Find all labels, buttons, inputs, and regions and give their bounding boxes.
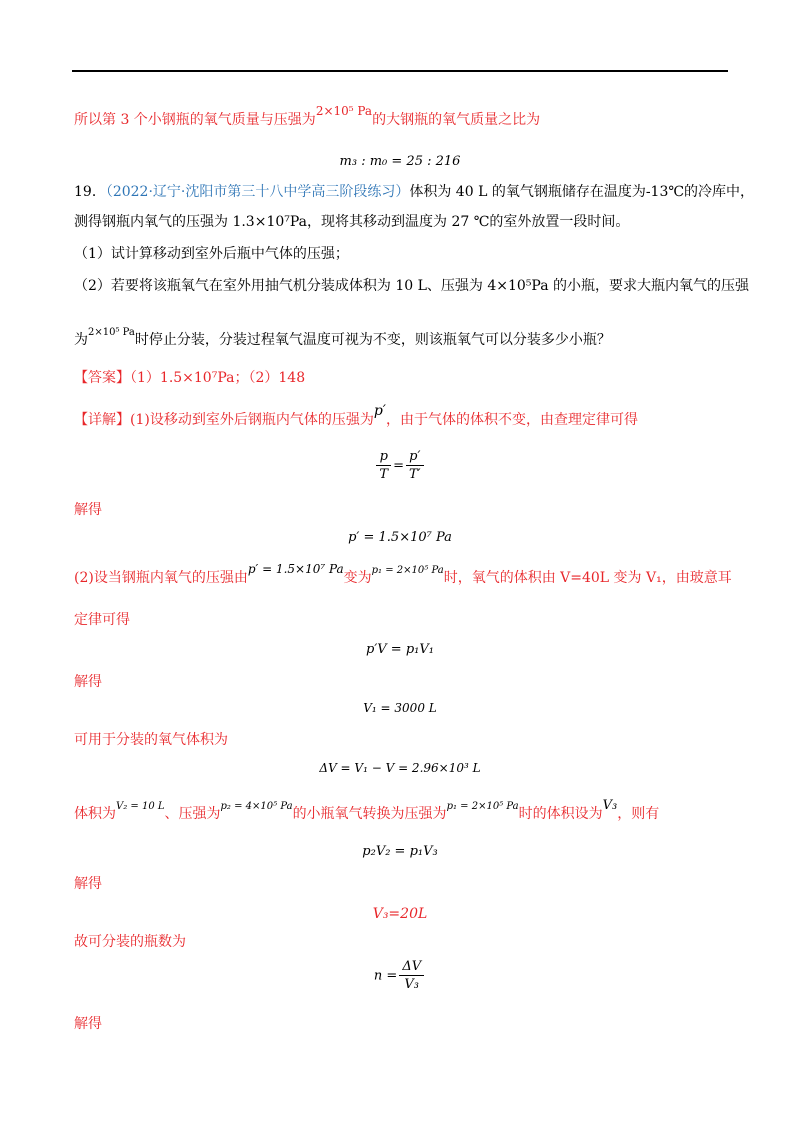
fraction-left-num: p: [376, 448, 391, 466]
conversion-formula-3: p₁ = 2×10⁵ Pa: [446, 801, 519, 812]
part2-text-2: 变为: [343, 570, 372, 586]
question-part-2: （2）若要将该瓶氧气在室外用抽气机分装成体积为 10 L、压强为 4×10⁵Pa 的小瓶，要求大瓶内氧气的压强: [74, 278, 750, 294]
mass-ratio-equation: m₃ : m₀ = 25 : 216: [339, 154, 461, 169]
detail-text-1: (1)设移动到室外后钢瓶内气体的压强为: [130, 412, 374, 428]
count-fraction-den: V₃: [404, 977, 419, 992]
pressure-result-equation: p′ = 1.5×10⁷ Pa: [348, 530, 452, 545]
bottle-count-text: 故可分装的瓶数为: [74, 934, 186, 950]
fraction-right: [406, 448, 424, 483]
delta-volume-equation: ΔV = V₁ − V = 2.96×10³ L: [319, 761, 481, 775]
solve-label-2: 解得: [74, 674, 102, 690]
answer-line: [74, 368, 305, 388]
part2-line-1: [74, 562, 732, 590]
volume-result-equation: V₁ = 3000 L: [363, 701, 437, 715]
part2-line-2: 定律可得: [74, 612, 130, 628]
ratio-intro-line: [74, 104, 541, 130]
solve-label-4: 解得: [74, 1016, 102, 1032]
conversion-formula-4: V₃: [602, 798, 618, 813]
detail-symbol: p′: [373, 403, 386, 419]
detail-label: 【详解】: [74, 412, 130, 428]
part2-formula-2: p₁ = 2×10⁵ Pa: [371, 565, 444, 576]
charles-law-equation: $\frac{p}{T}$ = $\frac{p'}{T'}$: [72, 448, 728, 483]
solve-label-3: 解得: [74, 876, 102, 892]
conversion-text-5: ，则有: [617, 806, 660, 822]
available-volume-text: 可用于分装的氧气体积为: [74, 732, 228, 748]
conversion-text-3: 的小瓶氧气转换为压强为: [292, 806, 447, 822]
part2-formula-1: p′ = 1.5×10⁷ Pa: [247, 562, 344, 576]
conversion-formula-2: p₂ = 4×10⁵ Pa: [220, 801, 293, 812]
stop-pressure-formula: 2×10⁵ Pa: [88, 327, 135, 338]
ratio-intro-text-2: 的大钢瓶的氧气质量之比为: [372, 112, 541, 128]
question-text-1: 体积为 40 L 的氧气钢瓶储存在温度为-13℃的冷库中，: [409, 184, 755, 200]
question-19-line-2: 测得钢瓶内氧气的压强为 1.3×10⁷Pa，现将其移动到温度为 27 ℃的室外放置一段时间。: [74, 214, 630, 230]
fraction-left-den: T: [379, 467, 389, 482]
detail-text-2: ，由于气体的体积不变，由查理定律可得: [385, 412, 638, 428]
count-fraction-num: ΔV: [399, 958, 424, 976]
question-source: （2022·辽宁·沈阳市第三十八中学高三阶段练习）: [105, 184, 410, 200]
solve-label-1: 解得: [74, 502, 102, 518]
conversion-text-1: 体积为: [74, 806, 116, 822]
conversion-text-4: 时的体积设为: [518, 806, 603, 822]
isothermal-equation: p₂V₂ = p₁V₃: [362, 844, 438, 859]
detail-line-1: [74, 403, 638, 430]
question-part-2-cont: [74, 327, 611, 352]
ratio-pressure-formula: 2×10⁵ Pa: [315, 104, 373, 118]
fraction-left: [376, 448, 391, 483]
ratio-intro-text: 所以第 3 个小钢瓶的氧气质量与压强为: [74, 112, 316, 128]
fraction-right-den: T′: [408, 467, 421, 482]
answer-label: 【答案】: [74, 370, 130, 386]
conversion-text-2: 、压强为: [164, 806, 221, 822]
answer-text: （1）1.5×10⁷Pa；（2）148: [130, 370, 306, 386]
conversion-formula-1: V₂ = 10 L: [116, 801, 165, 812]
bottle-count-equation: [72, 958, 728, 993]
small-volume-result: V₃=20L: [372, 906, 428, 922]
question-number: 19．: [74, 184, 106, 200]
question-19-line-1: [74, 182, 754, 202]
question-part-2-post: 时停止分装，分装过程氧气温度可视为不变，则该瓶氧气可以分装多少小瓶？: [134, 332, 611, 348]
header-rule: [72, 70, 728, 72]
count-lhs: n =: [373, 968, 398, 984]
part2-text-1: (2)设当钢瓶内氧气的压强由: [74, 570, 248, 586]
question-part-2-pre: 为: [74, 332, 88, 348]
question-part-1: （1）试计算移动到室外后瓶中气体的压强；: [74, 246, 349, 262]
fraction-right-num: p′: [406, 448, 424, 466]
count-fraction: [399, 958, 424, 993]
part2-text-3: 时，氧气的体积由 V=40L 变为 V₁，由玻意耳: [443, 570, 732, 586]
boyle-law-equation: p′V = p₁V₁: [366, 642, 434, 657]
conversion-line: [74, 798, 660, 826]
